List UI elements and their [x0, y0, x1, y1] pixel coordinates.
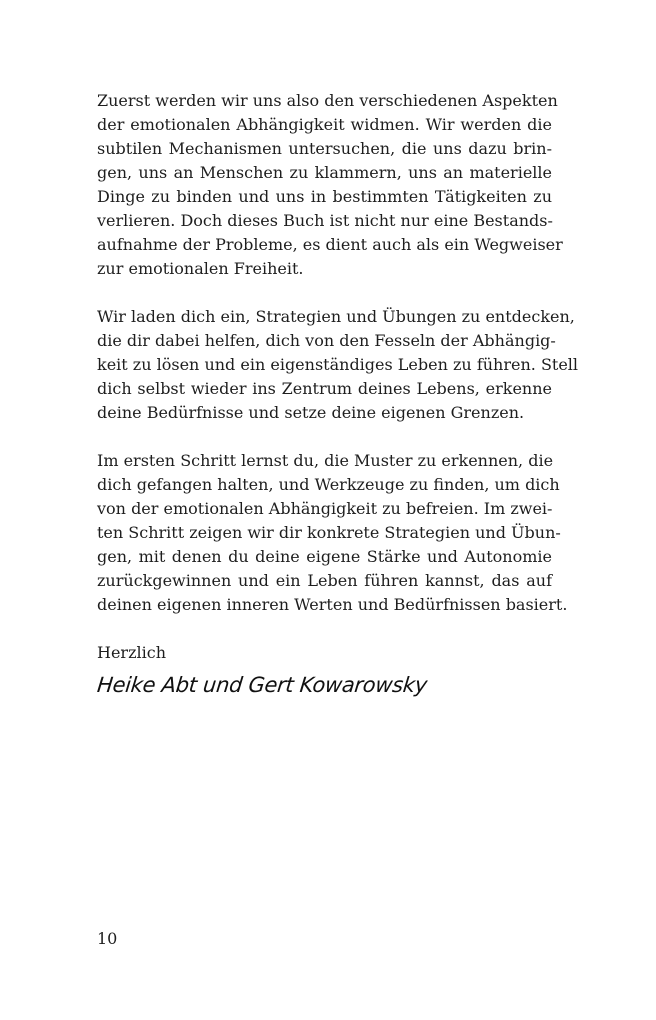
text-line: von der emotionalen Abhängigkeit zu befreien. Im zwei-: [97, 499, 553, 518]
page-number: 10: [97, 929, 118, 948]
text-line: subtilen Mechanismen untersuchen, die uns dazu brin-: [97, 139, 552, 158]
text-line: die dir dabei helfen, dich von den Fesseln der Abhängig-: [97, 331, 556, 350]
text-line: dich gefangen halten, und Werkzeuge zu finden, um dich: [97, 475, 560, 494]
text-line: ten Schritt zeigen wir dir konkrete Strategien und Übun-: [97, 523, 561, 542]
text-line: aufnahme der Probleme, es dient auch als ein Wegweiser: [97, 235, 563, 254]
paragraph-1: [97, 89, 563, 281]
text-line: dich selbst wieder ins Zentrum deines Lebens, erkenne: [97, 379, 552, 398]
text-line: deinen eigenen inneren Werten und Bedürfnissen basiert.: [97, 595, 568, 614]
text-line: keit zu lösen und ein eigenständiges Leben zu führen. Stell: [97, 355, 579, 374]
text-line: verlieren. Doch dieses Buch ist nicht nur eine Bestands-: [97, 211, 553, 230]
text-line: zur emotionalen Freiheit.: [97, 259, 304, 278]
closing-greeting: Herzlich: [97, 643, 166, 662]
text-line: der emotionalen Abhängigkeit widmen. Wir werden die: [97, 115, 552, 134]
paragraph-2: [97, 305, 579, 425]
text-line: deine Bedürfnisse und setze deine eigenen Grenzen.: [97, 403, 525, 422]
text-line: Dinge zu binden und uns in bestimmten Tätigkeiten zu: [97, 187, 552, 206]
signature: Heike Abt und Gert Kowarowsky: [96, 673, 429, 697]
text-line: zurückgewinnen und ein Leben führen kannst, das auf: [97, 571, 552, 590]
text-line: Wir laden dich ein, Strategien und Übungen zu entdecken,: [97, 307, 575, 326]
text-line: Zuerst werden wir uns also den verschiedenen Aspekten: [97, 91, 558, 110]
text-line: gen, mit denen du deine eigene Stärke und Autonomie: [97, 547, 552, 566]
text-line: gen, uns an Menschen zu klammern, uns an materielle: [97, 163, 552, 182]
body-text: [97, 89, 579, 665]
paragraph-3: [97, 449, 568, 617]
text-line: Im ersten Schritt lernst du, die Muster zu erkennen, die: [97, 451, 554, 470]
